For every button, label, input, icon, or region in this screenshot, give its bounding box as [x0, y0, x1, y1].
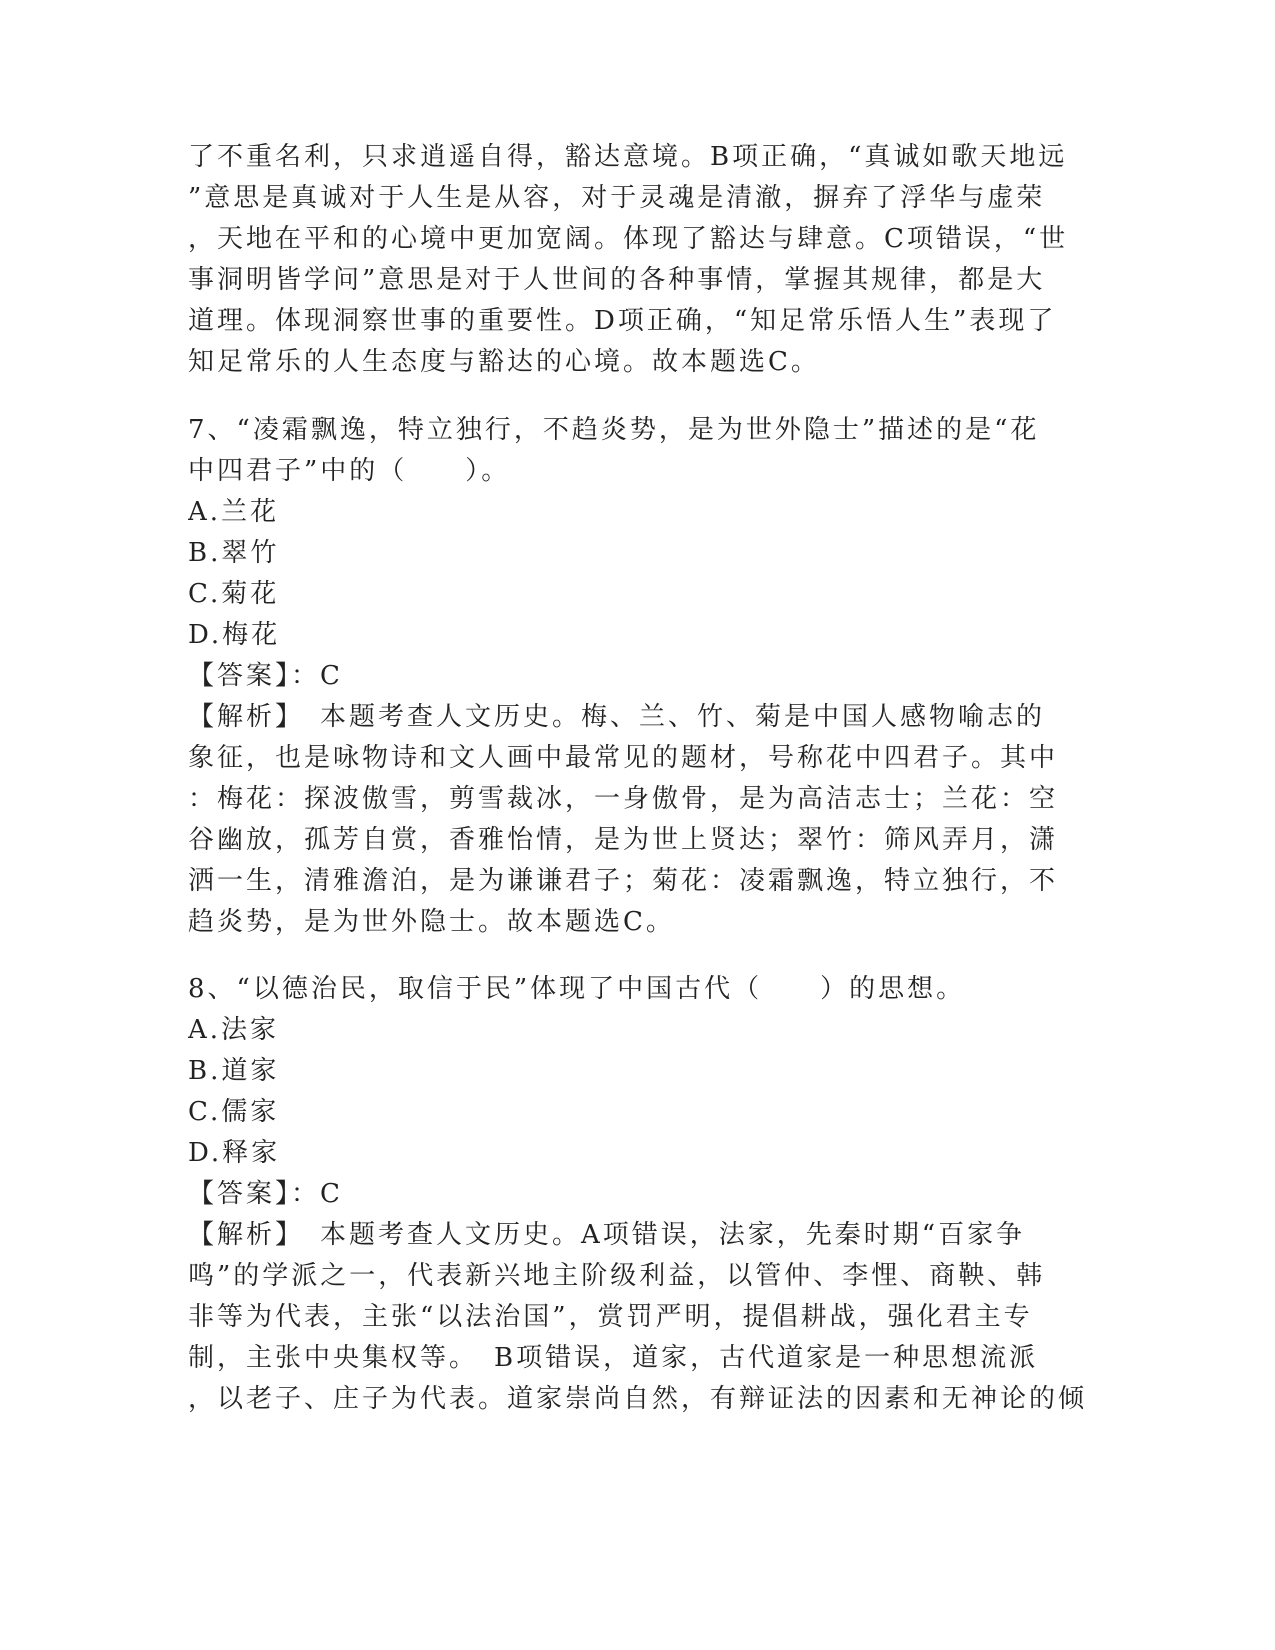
q7-option-b: B.翠竹: [188, 538, 280, 568]
q7-analysis-line: ：梅花：探波傲雪，剪雪裁冰，一身傲骨，是为高洁志士；兰花：空: [188, 784, 1059, 814]
prev-analysis-line: 道理。体现洞察世事的重要性。D项正确，“知足常乐悟人生”表现了: [188, 306, 1057, 336]
q7-option-c: C.菊花: [188, 579, 280, 609]
q8-stem-line: 8、“以德治民，取信于民”体现了中国古代（ ）的思想。: [188, 974, 966, 1004]
q7-analysis-line: 象征，也是咏物诗和文人画中最常见的题材，号称花中四君子。其中: [188, 743, 1059, 773]
prev-analysis-line: ，天地在平和的心境中更加宽阔。体现了豁达与肆意。C项错误，“世: [188, 224, 1069, 254]
q8-answer: 【答案】：C: [188, 1179, 343, 1209]
prev-analysis-line: 了不重名利，只求逍遥自得，豁达意境。B项正确，“真诚如歌天地远: [188, 142, 1068, 172]
q8-option-b: B.道家: [188, 1056, 280, 1086]
q7-stem-line: 7、“凌霜飘逸，特立独行，不趋炎势，是为世外隐士”描述的是“花: [188, 415, 1040, 445]
q7-option-a: A.兰花: [188, 497, 280, 527]
q8-analysis-line: 鸣”的学派之一，代表新兴地主阶级利益，以管仲、李悝、商鞅、韩: [188, 1261, 1046, 1291]
q7-option-d: D.梅花: [188, 620, 281, 650]
q8-option-c: C.儒家: [188, 1097, 280, 1127]
q8-option-a: A.法家: [188, 1015, 280, 1045]
q8-analysis-line: ，以老子、庄子为代表。道家崇尚自然，有辩证法的因素和无神论的倾: [188, 1384, 1088, 1414]
prev-analysis-line: 事洞明皆学问”意思是对于人世间的各种事情，掌握其规律，都是大: [188, 265, 1046, 295]
q7-analysis-line: 【解析】 本题考查人文历史。梅、兰、竹、菊是中国人感物喻志的: [188, 702, 1046, 732]
prev-analysis-line: 知足常乐的人生态度与豁达的心境。故本题选C。: [188, 347, 820, 377]
q7-answer: 【答案】：C: [188, 661, 343, 691]
prev-analysis-line: ”意思是真诚对于人生是从容，对于灵魂是清澈，摒弃了浮华与虚荣: [188, 183, 1046, 213]
q8-analysis-line: 【解析】 本题考查人文历史。A项错误，法家，先秦时期“百家争: [188, 1220, 1026, 1250]
q7-stem-line: 中四君子”中的（ ）。: [188, 456, 511, 486]
q8-option-d: D.释家: [188, 1138, 281, 1168]
q8-analysis-line: 非等为代表，主张“以法治国”，赏罚严明，提倡耕战，强化君主专: [188, 1302, 1033, 1332]
q7-analysis-line: 谷幽放，孤芳自赏，香雅怡情，是为世上贤达；翠竹：筛风弄月，潇: [188, 825, 1059, 855]
q7-analysis-line: 洒一生，清雅澹泊，是为谦谦君子；菊花：凌霜飘逸，特立独行，不: [188, 866, 1059, 896]
q8-analysis-line: 制，主张中央集权等。 B项错误，道家，古代道家是一种思想流派: [188, 1343, 1039, 1373]
q7-analysis-line: 趋炎势，是为世外隐士。故本题选C。: [188, 907, 675, 937]
